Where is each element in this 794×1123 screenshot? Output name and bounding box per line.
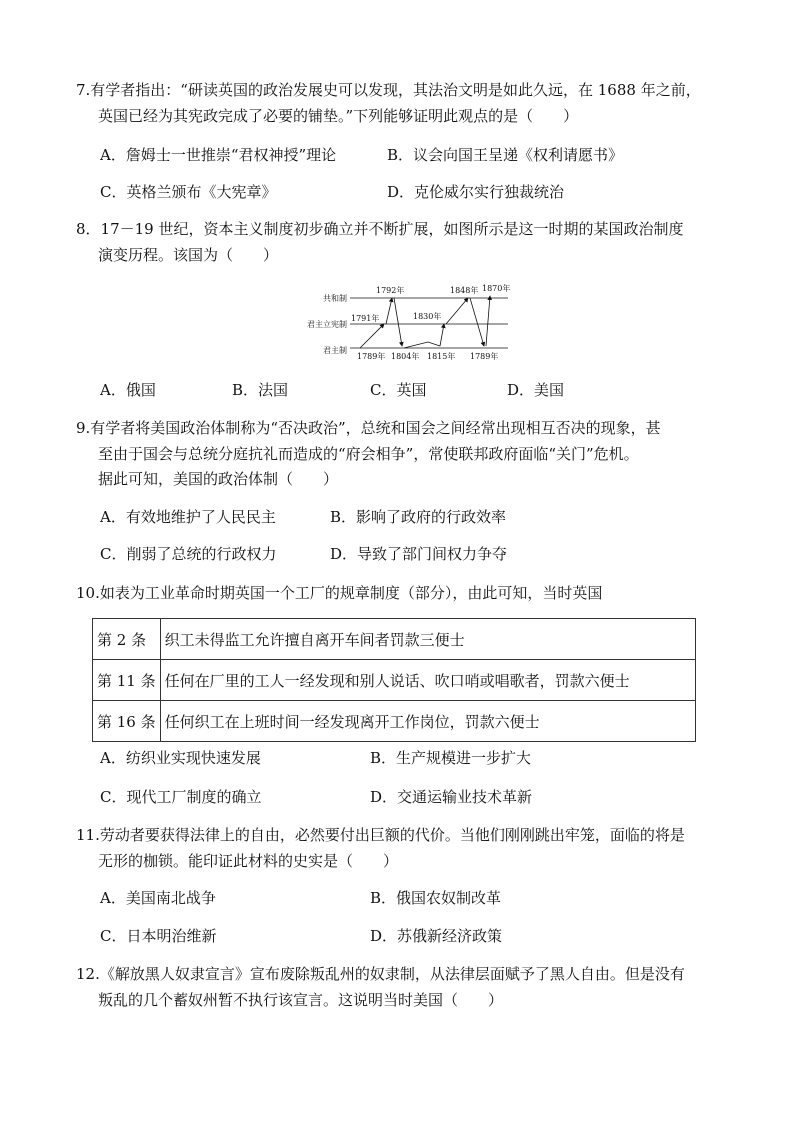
row-label-republic: 共和制 xyxy=(323,294,347,303)
table-row xyxy=(93,660,696,701)
factory-rules-table xyxy=(92,618,696,742)
label-1815: 1815年 xyxy=(427,352,456,361)
table-row xyxy=(93,619,696,660)
transition-1870 xyxy=(486,296,490,346)
q11-option-a: A．美国南北战争 xyxy=(100,889,216,907)
q9-option-a: A．有效地维护了人民民主 xyxy=(100,508,276,526)
q12-stem-line1: 12.《解放黑人奴隶宣言》宣布废除叛乱州的奴隶制，从法律层面赋予了黑人自由。但是没有 xyxy=(76,965,685,983)
q9-option-d: D．导致了部门间权力争夺 xyxy=(330,545,508,563)
political-system-diagram xyxy=(300,280,520,362)
label-1792: 1792年 xyxy=(376,286,405,295)
q10-option-b: B．生产规模进一步扩大 xyxy=(370,749,532,767)
article-number: 第 16 条 xyxy=(93,701,161,742)
row-label-constitutional-monarchy: 君主立宪制 xyxy=(307,320,347,329)
transition-1815-1830 xyxy=(440,324,444,346)
q10-option-a: A．纺织业实现快速发展 xyxy=(100,749,261,767)
q7-stem-line2: 英国已经为其宪政完成了必要的铺垫。”下列能够证明此观点的是（ ） xyxy=(98,107,579,125)
q11-option-d: D．苏俄新经济政策 xyxy=(370,927,503,945)
q11-stem-line1: 11.劳动者要获得法律上的自由，必然要付出巨额的代价。当他们刚刚跳出牢笼，面临的将是 xyxy=(76,826,685,844)
q10-option-d: D．交通运输业技术革新 xyxy=(370,788,533,806)
article-content: 织工未得监工允许擅自离开车间者罚款三便士 xyxy=(160,619,695,660)
table-row xyxy=(93,701,696,742)
transition-1830-1848 xyxy=(446,298,468,324)
q9-stem-line2: 至由于国会与总统分庭抗礼而造成的“府会相争”，常使联邦政府面临“关门”危机。 xyxy=(98,445,639,463)
transition-1804-1815 xyxy=(404,342,440,348)
article-number: 第 11 条 xyxy=(93,660,161,701)
q10-option-c: C．现代工厂制度的确立 xyxy=(100,788,262,806)
label-1791: 1791年 xyxy=(351,314,380,323)
label-1870: 1870年 xyxy=(482,284,511,293)
q8-stem-line1: 8．17－19 世纪，资本主义制度初步确立并不断扩展，如图所示是这一时期的某国政治制度 xyxy=(76,220,684,238)
label-1848: 1848年 xyxy=(450,286,479,295)
label-1830: 1830年 xyxy=(413,312,442,321)
q11-option-c: C．日本明治维新 xyxy=(100,927,217,945)
q11-option-b: B．俄国农奴制改革 xyxy=(370,889,502,907)
q7-option-a: A．詹姆士一世推崇“君权神授”理论 xyxy=(100,146,337,164)
q9-option-b: B．影响了政府的行政效率 xyxy=(330,508,507,526)
q8-stem-line2: 演变历程。该国为（ ） xyxy=(98,246,279,264)
label-1789-start: 1789年 xyxy=(357,352,386,361)
row-label-monarchy: 君主制 xyxy=(323,346,347,355)
transition-1792-1804 xyxy=(394,298,402,346)
q8-option-c: C．英国 xyxy=(370,381,427,399)
article-content: 任何织工在上班时间一经发现离开工作岗位，罚款六便士 xyxy=(160,701,695,742)
q8-option-a: A．俄国 xyxy=(100,381,156,399)
q7-option-b: B．议会向国王呈递《权利请愿书》 xyxy=(387,146,624,164)
q7-option-c: C．英格兰颁布《大宪章》 xyxy=(100,183,277,201)
label-1789-end: 1789年 xyxy=(470,352,499,361)
q9-stem-line3: 据此可知，美国的政治体制（ ） xyxy=(98,470,339,488)
q12-stem-line2: 叛乱的几个蓄奴州暂不执行该宣言。这说明当时美国（ ） xyxy=(98,991,504,1009)
q9-stem-line1: 9.有学者将美国政治体制称为“否决政治”，总统和国会之间经常出现相互否决的现象，甚 xyxy=(76,419,661,437)
q8-option-b: B．法国 xyxy=(232,381,289,399)
q7-stem-line1: 7.有学者指出：“研读英国的政治发展史可以发现，其法治文明是如此久远，在 1688 年之前， xyxy=(76,81,701,99)
transition-1791-1792 xyxy=(386,298,392,324)
q10-stem-line1: 10.如表为工业革命时期英国一个工厂的规章制度（部分），由此可知，当时英国 xyxy=(76,584,603,602)
label-1804: 1804年 xyxy=(391,352,420,361)
q8-option-d: D．美国 xyxy=(507,381,565,399)
transition-1789-1791 xyxy=(360,324,384,348)
article-content: 任何在厂里的工人一经发现和别人说话、吹口哨或唱歌者，罚款六便士 xyxy=(160,660,695,701)
q11-stem-line2: 无形的枷锁。能印证此材料的史实是（ ） xyxy=(98,852,399,870)
q9-option-c: C．削弱了总统的行政权力 xyxy=(100,545,277,563)
q7-option-d: D．克伦威尔实行独裁统治 xyxy=(387,183,565,201)
transition-1848-empire xyxy=(470,298,484,346)
article-number: 第 2 条 xyxy=(93,619,161,660)
